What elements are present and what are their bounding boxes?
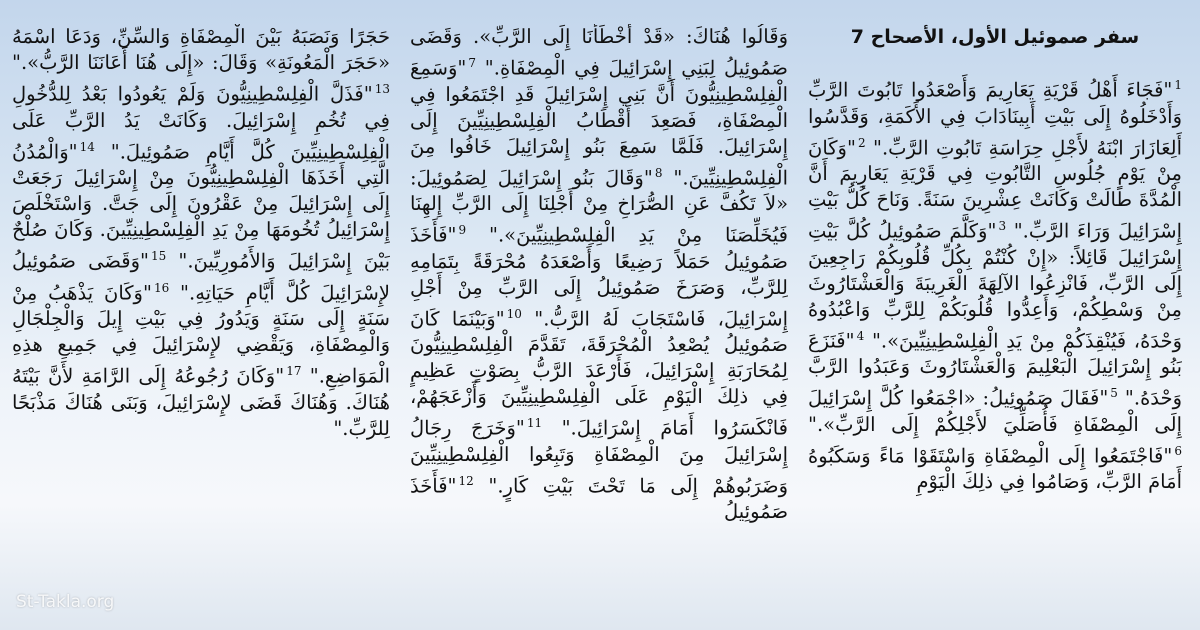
verse-number: 1	[1174, 78, 1182, 92]
verse-number: 11	[526, 416, 543, 430]
verse-text: "فَذَلَّ الْفِلِسْطِينِيُّونَ وَلَمْ يَعُودُوا بَعْدُ لِلدُّخُولِ فِي تُخُمِ إِسْرَائِيلَ. وَكَانَتْ يَدُ الرَّبِّ عَلَى الْفِلِسْطِينِيِّينَ كُلَّ أَيَّامِ صَمُوئِيلَ."	[12, 82, 390, 163]
verse-number: 5	[1110, 386, 1118, 400]
verse-number: 4	[856, 328, 865, 343]
text-column-left	[12, 24, 390, 616]
verse-number: 3	[998, 219, 1007, 233]
verse-text: وَقَالُوا هُنَاكَ: «قَدْ أَخْطَأْنَا إِلَى الرَّبِّ». وَقَضَى صَمُوئِيلُ لِبَنِي إِسْرَائِيلَ فِي الْمِصْفَاةِ."	[410, 25, 788, 80]
verse-text: "وَبَيْنَمَا كَانَ صَمُوئِيلُ يُصْعِدُ الْمُحْرَقَةَ، تَقَدَّمَ الْفِلِسْطِينِيُّونَ لِمُحَارَبَةِ إِسْرَائِيلَ، فَأَرْعَدَ الرَّبُّ بِصَوْتٍ عَظِيمٍ فِي ذلِكَ الْيَوْمِ عَلَى الْفِلِسْطِينِيِّينَ وَأَزْعَجَهُمْ، فَانْكَسَرُوا أَمَامَ إِسْرَائِيلَ."	[410, 307, 788, 440]
verse-text: "وَكَانَ يَذْهَبُ مِنْ سَنَةٍ إِلَى سَنَةٍ وَيَدُورُ فِي بَيْتِ إِيلَ وَالْجِلْجَالِ وَالْمِصْفَاةِ، وَيَقْضِي لإِسْرَائِيلَ فِي جَمِيعِ هذِهِ الْمَوَاضِعِ."	[12, 281, 390, 388]
verse-number: 14	[79, 139, 95, 154]
verse-text: "فَأَخَذَ صَمُوئِيلُ	[410, 474, 788, 523]
site-watermark: St-Takla.org	[16, 592, 115, 612]
column-body	[12, 24, 390, 442]
verse-text: "وَقَضَى صَمُوئِيلُ لإِسْرَائِيلَ كُلَّ أَيَّامِ حَيَاتِهِ."	[12, 249, 390, 304]
verse-number: 12	[458, 473, 474, 488]
verse-number: 16	[153, 280, 170, 295]
verse-text: "فَنَزَعَ بَنُو إِسْرَائِيلَ الْبَعْلِيمَ وَالْعَشْتَارُوثَ وَعَبَدُوا الرَّبَّ وَحْدَهُ."	[808, 329, 1182, 410]
verse-number: 6	[1174, 443, 1182, 458]
verse-number: 9	[458, 223, 467, 237]
column-body	[410, 24, 788, 525]
verse-text: "فَأَخَذَ صَمُوئِيلُ حَمَلاً رَضِيعًا وَأَصْعَدَهُ مُحْرَقَةً بِتَمَامِهِ لِلرَّبِّ، وَصَرَخَ صَمُوئِيلُ إِلَى الرَّبِّ مِنْ أَجْلِ إِسْرَائِيلَ، فَاسْتَجَابَ لَهُ الرَّبُّ."	[410, 223, 788, 330]
verse-text: "وَكَانَ رُجُوعُهُ إِلَى الرَّامَةِ لأَنَّ بَيْتَهُ هُنَاكَ. وَهُنَاكَ قَضَى لإِسْرَائِيلَ، وَبَنَى هُنَاكَ مَذْبَحًا لِلرَّبِّ."	[12, 364, 390, 440]
verse-number: 15	[150, 249, 167, 263]
column-body	[808, 72, 1182, 495]
chapter-title: سفر صموئيل الأول، الأصحاح 7	[850, 26, 1140, 48]
verse-text: "وَخَرَجَ رِجَالُ إِسْرَائِيلَ مِنَ الْمِصْفَاةِ وَتَبِعُوا الْفِلِسْطِينِيِّينَ وَضَرَبُوهُمْ إِلَى مَا تَحْتَ بَيْتِ كَارٍ."	[410, 416, 788, 497]
verse-text: "وَسَمِعَ الْفِلِسْطِينِيُّونَ أَنَّ بَنِي إِسْرَائِيلَ قَدِ اجْتَمَعُوا فِي الْمِصْفَاةِ، فَصَعِدَ أَقْطَابُ الْفِلِسْطِينِيِّينَ إِلَى إِسْرَائِيلَ. فَلَمَّا سَمِعَ بَنُو إِسْرَائِيلَ خَافُوا مِنَ الْفِلِسْطِينِيِّينَ."	[410, 56, 788, 189]
verse-text: "وَالْمُدُنُ الَّتِي أَخَذَهَا الْفِلِسْطِينِيُّونَ مِنْ إِسْرَائِيلَ رَجَعَتْ إِلَى إِسْرَائِيلَ مِنْ عَقْرُونَ إِلَى جَتَّ. وَاسْتَخْلَصَ إِسْرَائِيلُ تُخُومَهَا مِنْ يَدِ الْفِلِسْطِينِيِّينَ. وَكَانَ صُلْحٌ بَيْنَ إِسْرَائِيلَ وَالأَمُورِيِّينَ."	[12, 140, 390, 273]
verse-number: 8	[654, 165, 663, 180]
verse-text: "وَكَانَ مِنْ يَوْمِ جُلُوسِ التَّابُوتِ فِي قَرْيَةِ يَعَارِيمَ أَنَّ الْمُدَّةَ طَالَتْ وَكَانَتْ عِشْرِينَ سَنَةً. وَنَاحَ كُلُّ بَيْتِ إِسْرَائِيلَ وَرَاءَ الرَّبِّ."	[808, 136, 1182, 243]
verse-number: 10	[506, 306, 522, 321]
verse-number: 13	[374, 82, 390, 96]
verse-text: حَجَرًا وَنَصَبَهُ بَيْنَ الْمِصْفَاةِ وَالسِّنِّ، وَدَعَا اسْمَهُ «حَجَرَ الْمَعُونَةِ» وَقَالَ: «إِلَى هُنَا أَعَانَنَا الرَّبُّ»."	[12, 25, 390, 74]
verse-text: "وَقَالَ بَنُو إِسْرَائِيلَ لِصَمُوئِيلَ: «لاَ تَكُفَّ عَنِ الصُّرَاخِ مِنْ أَجْلِنَا إِلَى الرَّبِّ إِلهِنَا فَيُخَلِّصَنَا مِنْ يَدِ الْفِلِسْطِينِيِّينَ»."	[410, 166, 788, 247]
text-column-right	[808, 24, 1182, 616]
verse-number: 2	[857, 135, 866, 150]
verse-number: 7	[468, 56, 477, 70]
verse-number: 17	[286, 364, 302, 378]
verse-text: "فَجَاءَ أَهْلُ قَرْيَةِ يَعَارِيمَ وَأَصْعَدُوا تَابُوتَ الرَّبِّ وَأَدْخَلُوهُ إِلَى بَيْتِ أَبِينَادَابَ فِي الأَكَمَةِ، وَقَدَّسُوا أَلِعَازَارَ ابْنَهُ لأَجْلِ حِرَاسَةِ تَابُوتِ الرَّبِّ."	[808, 78, 1182, 159]
verse-text: "فَقَالَ صَمُوئِيلُ: «اجْمَعُوا كُلَّ إِسْرَائِيلَ إِلَى الْمِصْفَاةِ فَأُصَلِّيَ لأَجْلِكُمْ إِلَى الرَّبِّ»."	[808, 386, 1182, 436]
verse-text: "فَاجْتَمَعُوا إِلَى الْمِصْفَاةِ وَاسْتَقَوْا مَاءً وَسَكَبُوهُ أَمَامَ الرَّبِّ، وَصَامُوا فِي ذلِكَ الْيَوْمِ	[808, 444, 1182, 493]
verse-text: "وَكَلَّمَ صَمُوئِيلُ كُلَّ بَيْتِ إِسْرَائِيلَ قَائِلاً: «إِنْ كُنْتُمْ بِكُلِّ قُلُوبِكُمْ رَاجِعِينَ إِلَى الرَّبِّ، فَانْزِعُوا الآلِهَةَ الْغَرِيبَةَ وَالْعَشْتَارُوثَ مِنْ وَسْطِكُمْ، وَأَعِدُّوا قُلُوبَكُمْ لِلرَّبِّ وَاعْبُدُوهُ وَحْدَهُ، فَيُنْقِذَكُمْ مِنْ يَدِ الْفِلِسْطِينِيِّينَ»."	[808, 219, 1182, 352]
text-column-middle	[410, 24, 788, 616]
